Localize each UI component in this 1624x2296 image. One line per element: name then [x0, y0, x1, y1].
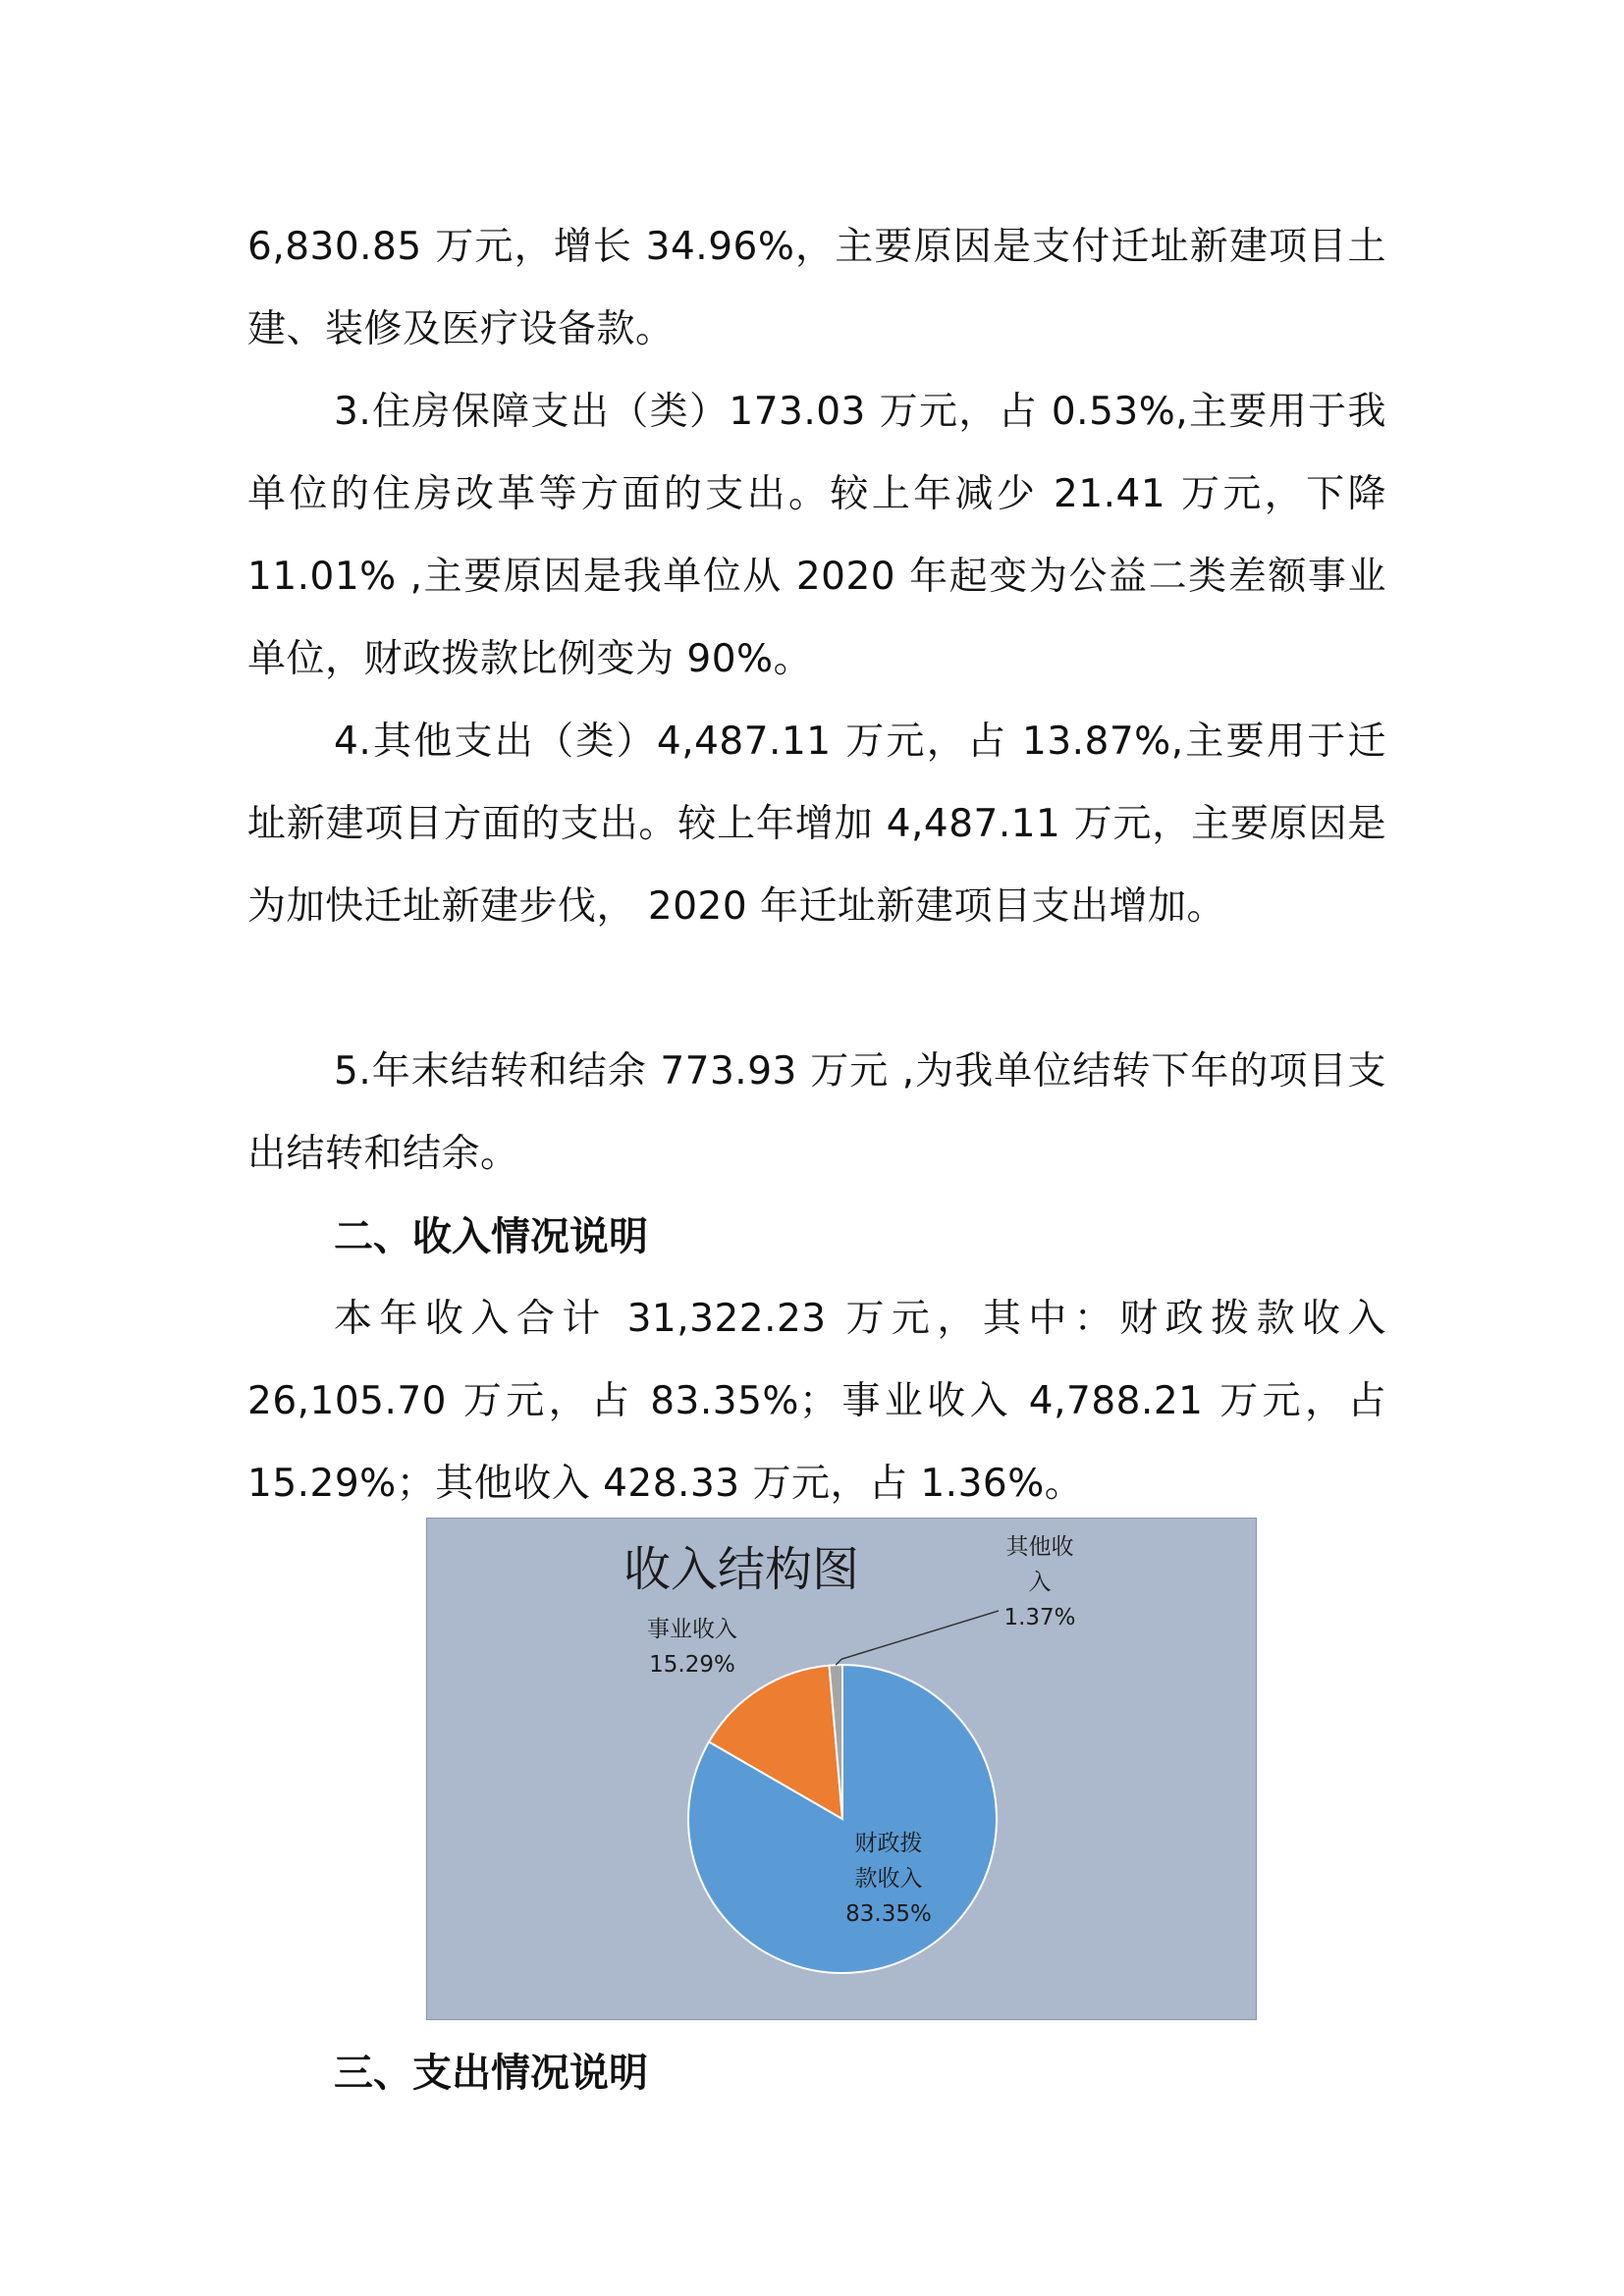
- label-business-income-line: 15.29%: [649, 1652, 735, 1678]
- income-structure-pie-chart: [426, 1518, 1257, 2020]
- label-fiscal-appropriation-line: 财政拨: [854, 1831, 923, 1856]
- chart-title: 收入结构图: [623, 1542, 860, 1597]
- label-business-income-line: 事业收入: [647, 1617, 737, 1642]
- label-other-income: [1003, 1534, 1075, 1630]
- label-fiscal-appropriation-line: 款收入: [854, 1866, 923, 1892]
- label-other-income-line: 其他收: [1005, 1534, 1074, 1560]
- paragraph-other-expense: 4.其他支出（类）4,487.11 万元，占 13.87%,主要用于迁址新建项目方面的支出。较上年增加 4,487.11 万元，主要原因是为加快迁址新建步伐， 2020 年迁址新建项目支出增加。: [247, 720, 1386, 929]
- leader-line-other-income: [836, 1611, 999, 1665]
- label-other-income-line: 入: [1028, 1570, 1052, 1595]
- paragraph-carryover: 5.年末结转和结余 773.93 万元 ,为我单位结转下年的项目支出结转和结余。: [247, 1049, 1386, 1176]
- label-fiscal-appropriation-line: 83.35%: [845, 1901, 932, 1927]
- paragraph-income-summary: 本年收入合计 31,322.23 万元，其中：财政拨款收入 26,105.70 万元，占 83.35%；事业收入 4,788.21 万元，占 15.29%；其他收入 428.33 万元，占 1.36%。: [247, 1297, 1386, 1506]
- label-other-income-line: 1.37%: [1003, 1605, 1076, 1630]
- section-heading-income: 二、收入情况说明: [334, 1214, 648, 1259]
- label-business-income: [647, 1617, 737, 1678]
- paragraph-medical-expense-cont: 6,830.85 万元，增长 34.96%，主要原因是支付迁址新建项目土建、装修及医疗设备款。: [247, 225, 1386, 351]
- pie-chart-svg: [427, 1519, 1258, 2021]
- section-heading-expense: 三、支出情况说明: [334, 2051, 648, 2096]
- label-fiscal-appropriation: [845, 1831, 932, 1927]
- paragraph-housing-expense: 3.住房保障支出（类）173.03 万元，占 0.53%,主要用于我单位的住房改革等方面的支出。较上年减少 21.41 万元，下降 11.01% ,主要原因是我单位从 2020 年起变为公益二类差额事业单位，财政拨款比例变为 90%。: [247, 390, 1386, 681]
